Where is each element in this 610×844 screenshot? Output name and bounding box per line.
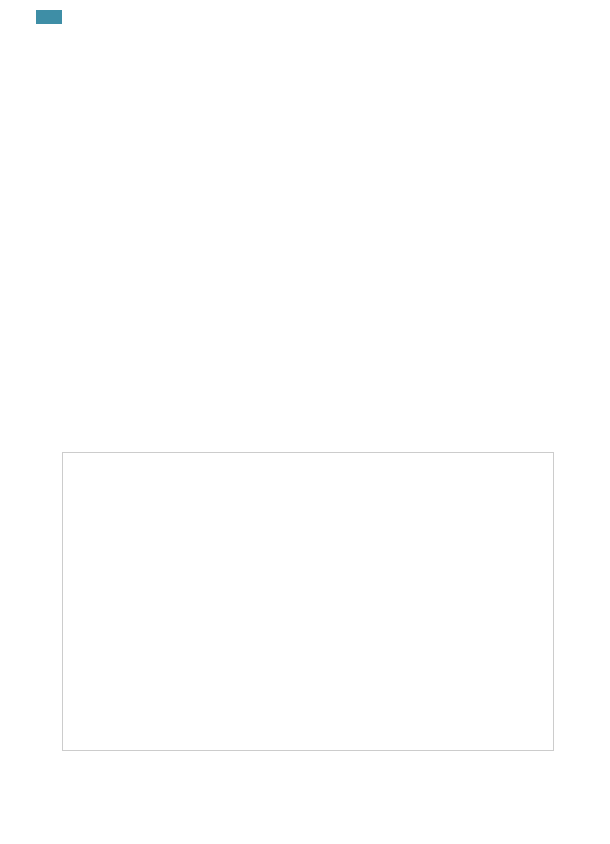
chart-frame	[62, 452, 554, 751]
symptom-bar-chart	[63, 453, 553, 738]
page-number	[36, 10, 62, 24]
left-column	[62, 38, 302, 44]
right-column	[316, 400, 550, 403]
